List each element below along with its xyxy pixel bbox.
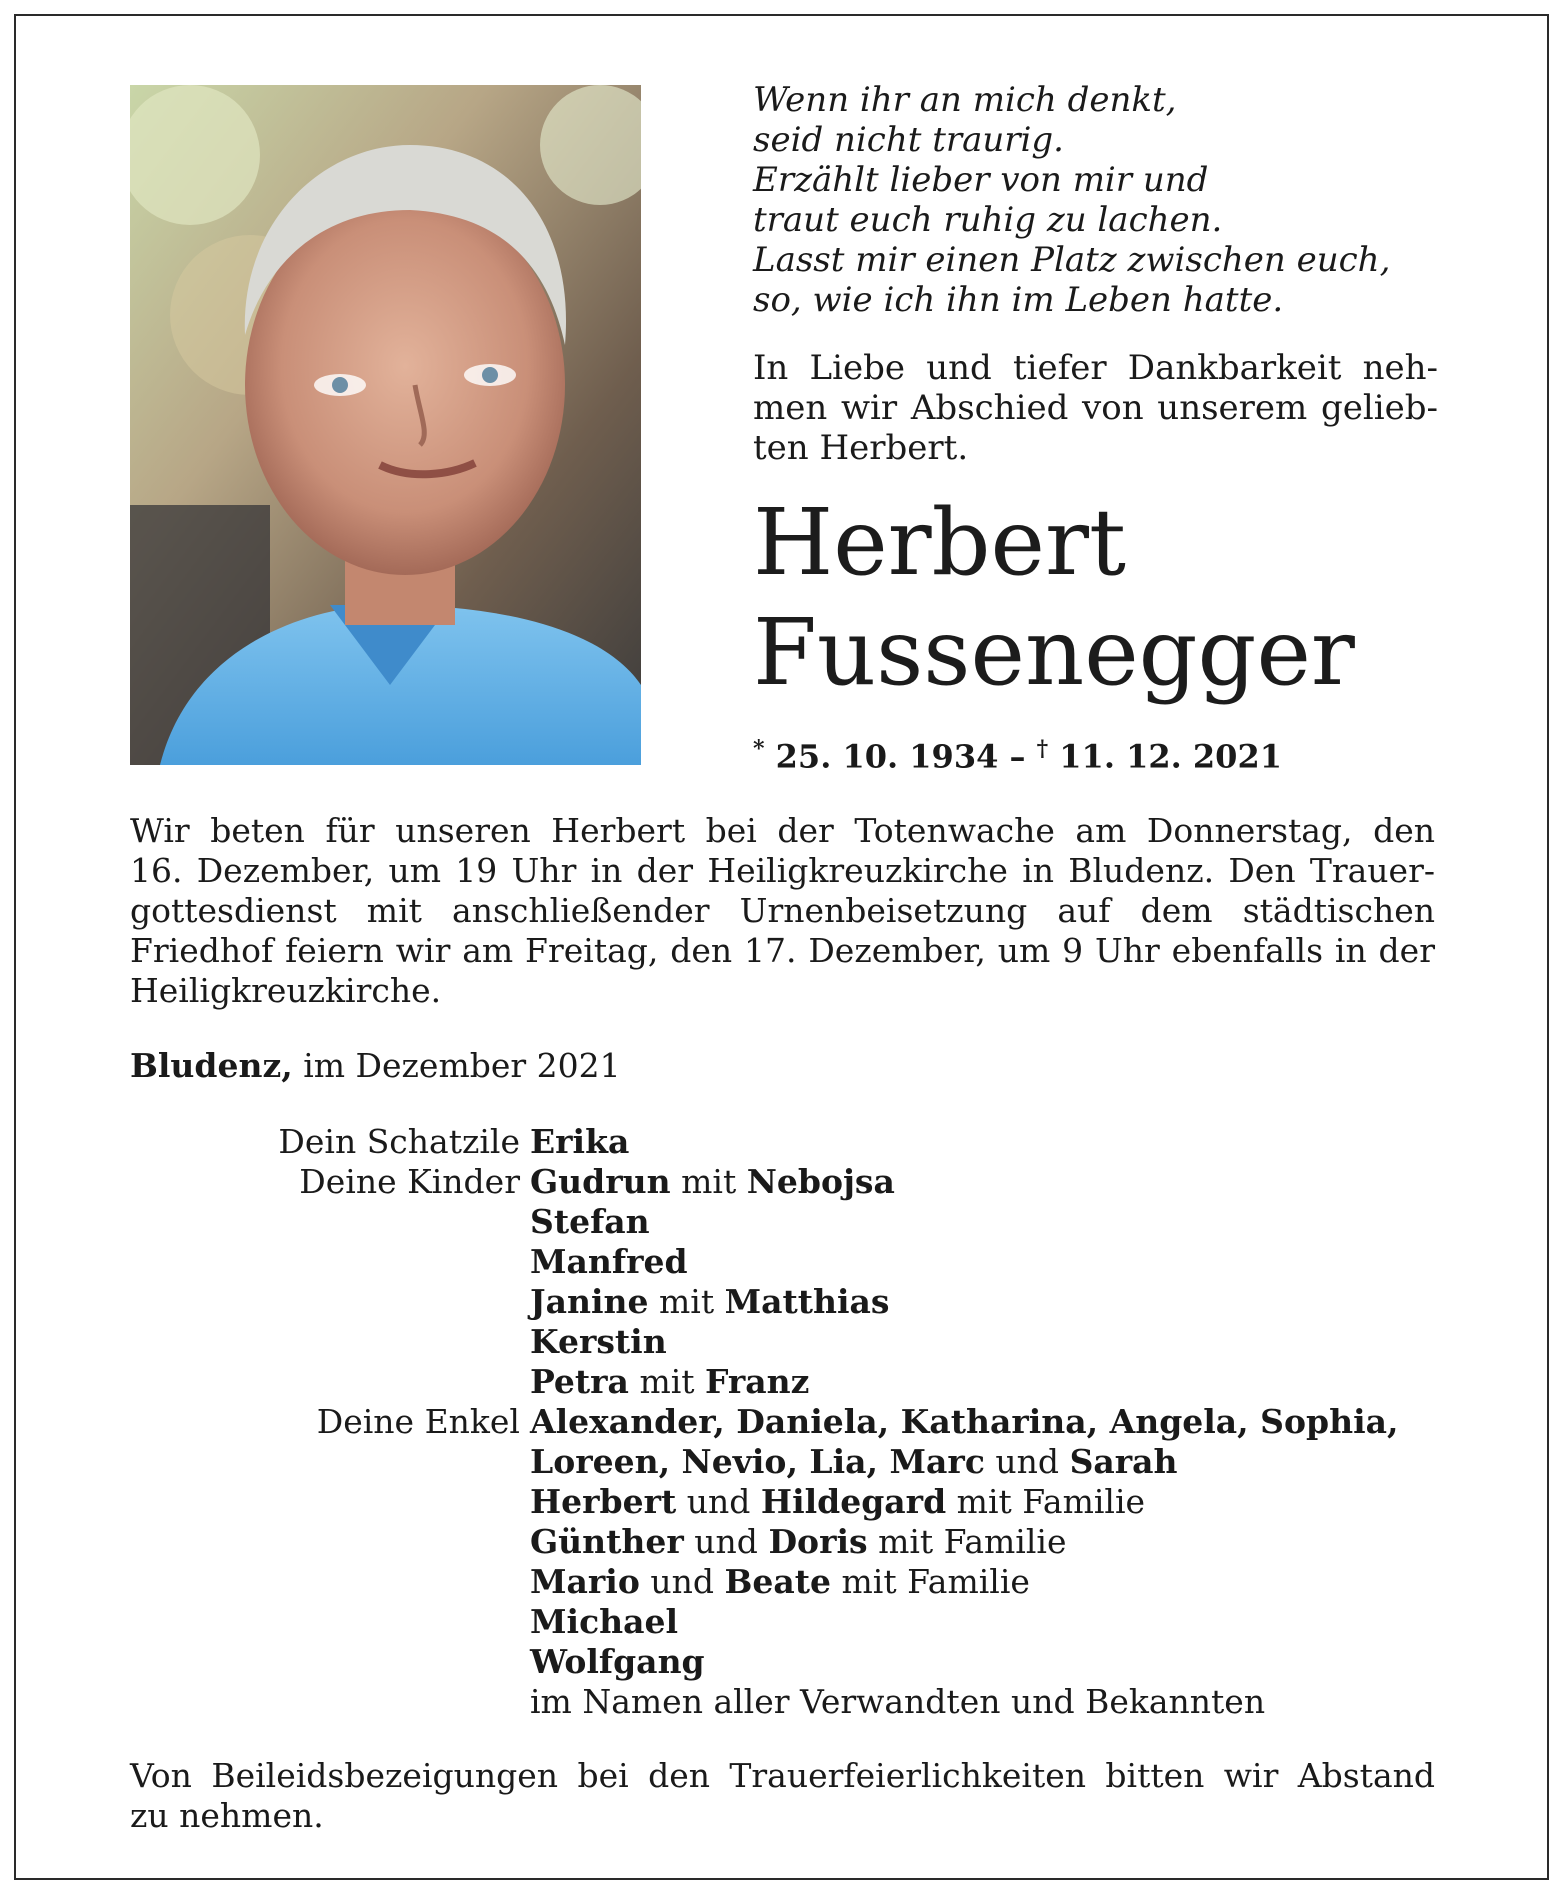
- intro-line: ten Herbert.: [753, 428, 969, 468]
- mourner-name: Mario: [530, 1562, 640, 1601]
- mourner-name: Günther: [530, 1522, 684, 1561]
- connector: und: [694, 1522, 758, 1561]
- mourner-row: [130, 1322, 1440, 1362]
- service-line: gottesdienst mit anschließender Urnenbeisetzung auf dem städtischen: [130, 891, 1435, 930]
- poem-line: Wenn ihr an mich denkt,: [753, 80, 1177, 120]
- mourner-name: Matthias: [724, 1282, 890, 1321]
- mourner-row: [130, 1122, 1440, 1162]
- birth-date: 25. 10. 1934: [775, 737, 999, 776]
- mourner-name: Gudrun: [530, 1162, 671, 1201]
- mourner-row: [130, 1682, 1440, 1722]
- mourner-row: [130, 1642, 1440, 1682]
- connector: mit Familie: [956, 1482, 1146, 1521]
- mourner-role: Dein Schatzile: [278, 1122, 520, 1161]
- mourners-closing: im Namen aller Verwandten und Bekannten: [530, 1682, 1266, 1721]
- mourner-name: Hildegard: [760, 1482, 947, 1521]
- mourner-row: [130, 1362, 1440, 1402]
- mourner-name: Herbert: [530, 1482, 677, 1521]
- service-line: 16. Dezember, um 19 Uhr in der Heiligkreuzkirche in Bludenz. Den Trauer-: [130, 851, 1435, 890]
- mourner-row: [130, 1282, 1440, 1322]
- footer-line: Von Beileidsbezeigungen bei den Trauerfeierlichkeiten bitten wir Abstand: [130, 1756, 1435, 1795]
- mourner-name: Nebojsa: [746, 1162, 895, 1201]
- service-line: Wir beten für unseren Herbert bei der Totenwache am Donnerstag, den: [130, 811, 1435, 850]
- mourner-name: Franz: [705, 1362, 810, 1401]
- mourner-name: Michael: [530, 1602, 679, 1641]
- mourner-row: [130, 1402, 1440, 1442]
- mourner-row: [130, 1442, 1440, 1482]
- service-line: Heiligkreuzkirche.: [130, 971, 442, 1010]
- connector: mit Familie: [841, 1562, 1030, 1601]
- mourner-row: [130, 1482, 1440, 1522]
- service-info: [130, 811, 1435, 1011]
- intro-line: men wir Abschied von unserem gelieb-: [753, 388, 1438, 428]
- poem-line: Erzählt lieber von mir und: [753, 160, 1209, 200]
- mourner-role: Deine Kinder: [299, 1162, 520, 1201]
- mourner-row: [130, 1562, 1440, 1602]
- mourner-name: Stefan: [530, 1202, 650, 1241]
- service-line: Friedhof feiern wir am Freitag, den 17. Dezember, um 9 Uhr ebenfalls in der: [130, 931, 1435, 970]
- death-date: 11. 12. 2021: [1059, 737, 1282, 776]
- connector: und: [995, 1442, 1060, 1481]
- mourner-row: [130, 1522, 1440, 1562]
- death-symbol: †: [1036, 736, 1049, 762]
- last-name: Fussenegger: [753, 599, 1355, 706]
- mourner-name: Wolfgang: [530, 1642, 705, 1681]
- intro-line: In Liebe und tiefer Dankbarkeit neh-: [753, 348, 1438, 388]
- connector: mit Familie: [878, 1522, 1067, 1561]
- deceased-name: [753, 488, 1513, 708]
- life-dates: [753, 736, 1282, 776]
- place-city: Bludenz,: [130, 1046, 293, 1085]
- mourner-name: Kerstin: [530, 1322, 667, 1361]
- mourner-name: Petra: [530, 1362, 629, 1401]
- connector: mit: [659, 1282, 715, 1321]
- footer-line: zu nehmen.: [130, 1796, 324, 1835]
- portrait-photo: [130, 85, 641, 765]
- mourner-row: [130, 1602, 1440, 1642]
- mourner-name: Beate: [724, 1562, 832, 1601]
- poem-line: Lasst mir einen Platz zwischen euch,: [753, 240, 1391, 280]
- birth-symbol: *: [753, 736, 765, 762]
- connector: und: [650, 1562, 714, 1601]
- date-separator: –: [1009, 737, 1026, 776]
- mourner-name: Manfred: [530, 1242, 688, 1281]
- intro-text: [753, 348, 1438, 468]
- mourners-list: [130, 1122, 1440, 1722]
- mourner-role: Deine Enkel: [316, 1402, 520, 1441]
- mourner-name: Janine: [530, 1282, 649, 1321]
- mourner-row: [130, 1242, 1440, 1282]
- poem: [753, 80, 1443, 320]
- first-name: Herbert: [753, 489, 1126, 596]
- place-date: [130, 1046, 621, 1085]
- place-month: im Dezember 2021: [303, 1046, 621, 1085]
- mourner-row: [130, 1202, 1440, 1242]
- mourner-name: Erika: [530, 1122, 630, 1161]
- connector: mit: [681, 1162, 737, 1201]
- mourner-name: Loreen, Nevio, Lia, Marc: [530, 1442, 985, 1481]
- poem-line: traut euch ruhig zu lachen.: [753, 200, 1223, 240]
- mourner-row: [130, 1162, 1440, 1202]
- poem-line: so, wie ich ihn im Leben hatte.: [753, 280, 1284, 320]
- condolence-note: [130, 1756, 1435, 1836]
- connector: und: [686, 1482, 751, 1521]
- mourner-name: Sarah: [1069, 1442, 1178, 1481]
- mourner-name: Doris: [768, 1522, 868, 1561]
- connector: mit: [639, 1362, 695, 1401]
- mourner-name: Alexander, Daniela, Katharina, Angela, Sophia,: [530, 1402, 1399, 1441]
- poem-line: seid nicht traurig.: [753, 120, 1064, 160]
